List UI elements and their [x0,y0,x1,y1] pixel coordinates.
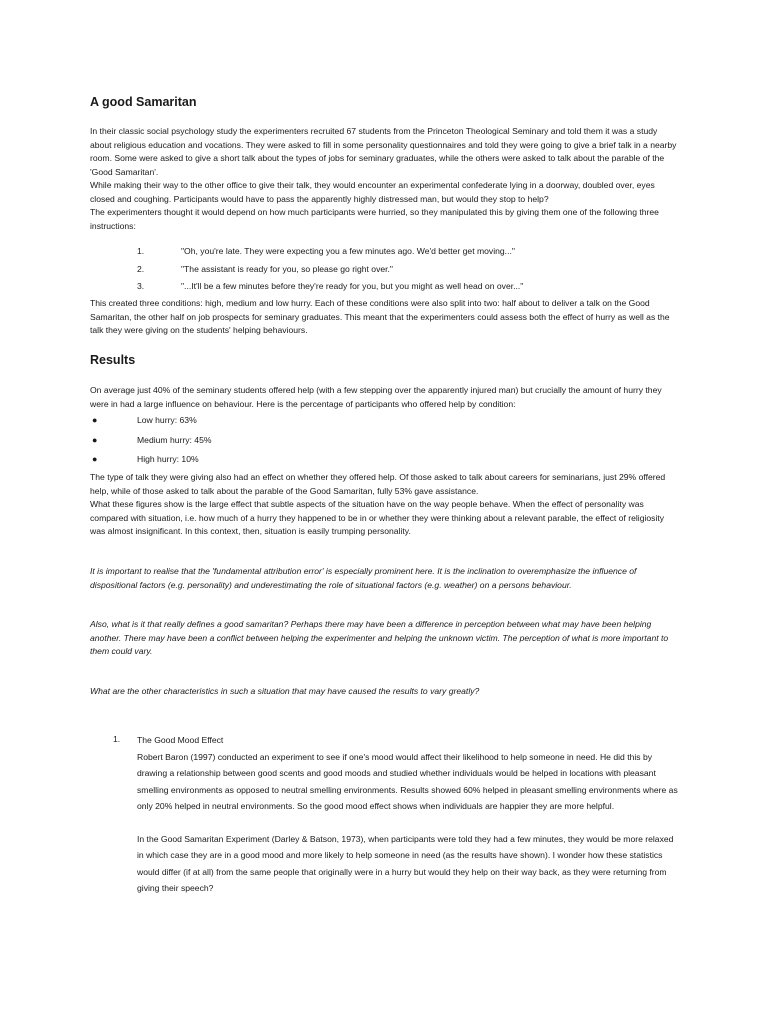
results-discussion-section [90,471,680,539]
attribution-note [90,565,680,592]
list-item-text: "...It'll be a few minutes before they're ready for you, but you might as well head on over..." [181,281,524,291]
conditions-paragraph: This created three conditions: high, medium and low hurry. Each of these conditions were also split into two: half about to deliver a talk on the Good Samaritan, the other half on job prospects for seminary graduates. This meant that the experimenters could assess both the effect of hurry as well as the talk they were giving on the students' helping behaviours. [90,298,670,335]
list-item-text: "The assistant is ready for you, so please go right over." [181,264,393,274]
intro-paragraph-3: The experimenters thought it would depend on how much participants were hurried, so they manipulated this by giving them one of the following three instructions: [90,207,659,231]
results-discussion-paragraph-2: What these figures show is the large effect that subtle aspects of the situation have on the way people behave. When the effect of personality was compared with situation, i.e. how much of a hurry they happened to be in or whether they were thinking about a relevant parable, the effect of religiosity was almost insignificant. In this context, then, situation is easily trumping personality. [90,499,665,536]
section-number: 1. [113,734,121,744]
attribution-paragraph: It is important to realise that the 'fundamental attribution error' is especially prominent here. It is the inclination to overemphasize the influence of dispositional factors (e.g. personality) and underestimating the role of situational factors (e.g. weather) on a persons behaviour. [90,566,637,590]
results-discussion-paragraph-1: The type of talk they were giving also had an effect on whether they offered help. Of those asked to talk about careers for seminarians, just 29% offered help, while of those asked to talk about the parable of the Good Samaritan, fully 53% gave assistance. [90,472,666,496]
list-item-text: "Oh, you're late. They were expecting you a few minutes ago. We'd better get moving..." [181,246,515,256]
list-item-text: High hurry: 10% [137,454,199,464]
results-heading: Results [90,353,136,367]
intro-paragraph-2: While making their way to the other office to give their talk, they would encounter an experimental confederate lying in a doorway, doubled over, eyes closed and coughing. Participants would have to pass the apparently highly distressed man, but would they stop to help? [90,180,655,204]
list-item-number: 3. [137,281,145,291]
characteristics-question-paragraph: What are the other characteristics in such a situation that may have caused the results to vary greatly? [90,686,480,696]
results-intro-paragraph: On average just 40% of the seminary students offered help (with a few stepping over the apparently injured man) but crucially the amount of hurry they were in had a large influence on behaviour. Here is the percentage of participants who offered help by condition: [90,385,662,409]
samaritan-question-note [90,618,680,659]
samaritan-question-paragraph: Also, what is it that really defines a good samaritan? Perhaps there may have been a difference in perception between what may have been helping another. There may have been a conflict between helping the experimenter and helping the unknown victim. The perception of what is more important to them could vary. [90,619,669,656]
list-item-number: 2. [137,264,145,274]
conditions-section [90,297,680,338]
results-heading-block [90,352,680,368]
bullet-icon: ● [92,415,98,425]
intro-paragraph-1: In their classic social psychology study the experimenters recruited 67 students from the Princeton Theological Seminary and told them it was a study about religious education and vocations. They were asked to fill in some personality questionnaires and told they were going to give a brief talk in a nearby room. Some were asked to give a short talk about the types of jobs for seminary graduates, while the others were asked to talk about the parable of the 'Good Samaritan'. [90,126,677,177]
document-title-block [90,94,680,110]
list-item-text: Medium hurry: 45% [137,435,212,445]
good-mood-paragraph-1: Robert Baron (1997) conducted an experiment to see if one's mood would affect their likelihood to help someone in need. He did this by drawing a relationship between good scents and good moods and studied whether individuals would be helped in locations with pleasant smelling environments as opposed to neutral smelling environments. Results showed 60% helped in pleasant smelling environments where as only 20% helped in neutral environments. So the good mood effect shows when individuals are happier they are more helpful. [137,751,678,811]
list-item-number: 1. [137,246,145,256]
results-intro-section [90,384,680,411]
intro-section [90,125,680,233]
bullet-icon: ● [92,435,98,445]
document-title: A good Samaritan [90,95,197,109]
good-mood-content [137,732,682,897]
good-mood-title: The Good Mood Effect [137,735,224,745]
list-item-text: Low hurry: 63% [137,415,197,425]
bullet-icon: ● [92,454,98,464]
characteristics-question-note [90,685,680,699]
good-mood-paragraph-2: In the Good Samaritan Experiment (Darley & Batson, 1973), when participants were told they had a few minutes, they would be more relaxed in which case they are in a good mood and more likely to help someone in need (as the results have shown). I wonder how these statistics would differ (if at all) from the same people that originally were in a hurry but would they help on their way back, as they were returning from giving their speech? [137,833,674,893]
